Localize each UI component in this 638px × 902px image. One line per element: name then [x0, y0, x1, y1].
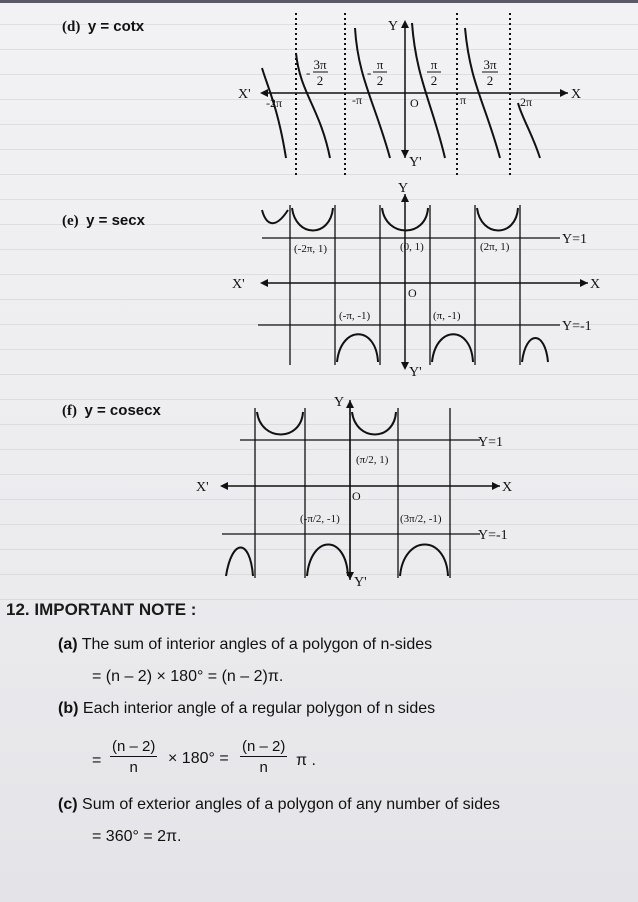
- note-b-tag: (b): [58, 700, 79, 717]
- sec-upper-branches: [262, 208, 518, 231]
- sec-graph-label: (e) y = secx: [62, 212, 145, 229]
- note-b: [58, 700, 435, 718]
- note-b-num2: (n – 2): [242, 738, 286, 755]
- tick-pi: π: [460, 93, 467, 107]
- cot-x-pos-label: X: [571, 87, 582, 102]
- cot-graph: [0, 8, 638, 188]
- note-a-text: The sum of interior angles of a polygon of n-sides: [81, 636, 433, 653]
- cot-y-neg-label: Y': [409, 155, 422, 170]
- cosec-line-neg1-label: Y=-1: [478, 528, 508, 543]
- cosec-graph-label: (f) y = cosecx: [62, 402, 161, 419]
- sec-point-2pi: (2π, 1): [480, 241, 510, 253]
- note-c-text: Sum of exterior angles of a polygon of any number of sides: [82, 796, 501, 813]
- cosec-graph: [0, 388, 638, 588]
- cosec-x-neg-label: X': [196, 480, 209, 495]
- sec-y-neg-label: Y': [409, 365, 422, 380]
- cosec-y-neg-label: Y': [354, 575, 367, 588]
- cot-graph-label: (d) y = cotx: [62, 18, 145, 35]
- sec-point-neg2pi: (-2π, 1): [294, 243, 328, 255]
- cot-x-arrow-right: [560, 89, 568, 97]
- cosec-point-pi-2: (π/2, 1): [356, 454, 389, 466]
- tick-neg-pi: -π: [352, 93, 363, 107]
- cot-curves: [262, 23, 540, 158]
- note-a: [58, 636, 432, 654]
- note-b-den1: n: [129, 759, 138, 776]
- note-b-fraction-2: [240, 738, 287, 776]
- tick-neg-2pi: -2π: [266, 96, 283, 110]
- note-b-num1: (n – 2): [112, 738, 156, 755]
- cot-y-arrow-up: [401, 20, 409, 28]
- tick-neg-3pi-2-den: 2: [316, 73, 324, 88]
- sec-line-pos1-label: Y=1: [562, 232, 588, 247]
- note-b-text: Each interior angle of a regular polygon of n sides: [82, 700, 436, 717]
- cot-y-arrow-down: [401, 150, 409, 158]
- tick-2pi: 2π: [520, 95, 533, 109]
- sec-point-negpi: (-π, -1): [339, 310, 371, 322]
- svg-text:-: -: [306, 65, 311, 80]
- note-c: [58, 796, 500, 814]
- sec-lower-branches: [337, 334, 548, 362]
- sec-x-neg-label: X': [232, 277, 245, 292]
- note-a-tag: (a): [58, 636, 78, 653]
- sec-point-0: (0, 1): [400, 241, 424, 253]
- cot-y-pos-label: Y: [388, 19, 399, 34]
- note-c-tag: (c): [58, 796, 78, 813]
- cosec-origin: O: [352, 489, 361, 503]
- cot-x-neg-label: X': [238, 87, 251, 102]
- tick-3pi-2-num: 3π: [483, 57, 497, 72]
- tick-neg-3pi-2-num: 3π: [313, 57, 327, 72]
- svg-text:-: -: [367, 65, 372, 80]
- tick-neg-pi-2-den: 2: [376, 73, 384, 88]
- sec-x-pos-label: X: [590, 277, 601, 292]
- tick-pi-2-num: π: [430, 57, 438, 72]
- important-note-heading: 12. IMPORTANT NOTE :: [6, 600, 197, 619]
- cosec-point-3pi-2: (3π/2, -1): [400, 513, 442, 525]
- note-c-formula: = 360° = 2π.: [92, 828, 182, 845]
- sec-origin: O: [408, 286, 417, 300]
- cosec-x-pos-label: X: [502, 480, 513, 495]
- sec-graph: [0, 180, 638, 380]
- note-b-fraction-1: [110, 738, 157, 776]
- note-a-formula: = (n – 2) × 180° = (n – 2)π.: [92, 668, 284, 685]
- note-b-end: π .: [296, 752, 316, 769]
- tick-neg-pi-2-num: π: [376, 57, 384, 72]
- note-b-mid: × 180° =: [168, 750, 229, 767]
- cosec-line-pos1-label: Y=1: [478, 435, 504, 450]
- cot-origin: O: [410, 96, 419, 110]
- tick-3pi-2-den: 2: [486, 73, 494, 88]
- cosec-point-neg-pi-2: (-π/2, -1): [300, 513, 340, 525]
- sec-y-pos-label: Y: [398, 181, 409, 196]
- note-b-eq: =: [92, 752, 102, 769]
- sec-line-neg1-label: Y=-1: [562, 319, 592, 334]
- tick-pi-2-den: 2: [430, 73, 438, 88]
- cosec-y-pos-label: Y: [334, 395, 345, 410]
- note-b-den2: n: [259, 759, 268, 776]
- sec-point-pi: (π, -1): [433, 310, 461, 322]
